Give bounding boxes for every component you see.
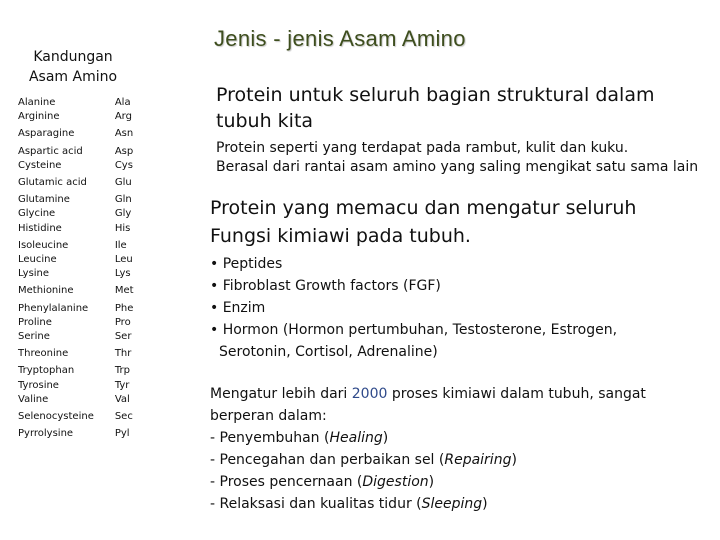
amino-names-cell xyxy=(18,284,115,301)
amino-group-row xyxy=(18,193,178,239)
bullet-continuation: Serotonin, Cortisol, Adrenaline) xyxy=(219,344,438,360)
section2-heading-line: Fungsi kimiawi pada tubuh. xyxy=(210,225,471,247)
role-item xyxy=(210,449,646,471)
section2-heading-line: Protein yang memacu dan mengatur seluruh xyxy=(210,197,637,219)
section1-heading-line: Protein untuk seluruh bagian struktural dalam xyxy=(216,84,655,106)
bullet-item: • Enzim xyxy=(210,300,266,316)
amino-group-row xyxy=(18,176,178,193)
role-item xyxy=(210,427,646,449)
amino-abbrs-cell xyxy=(115,302,178,348)
section1-description-line: Protein seperti yang terdapat pada rambut, kulit dan kuku. xyxy=(216,140,629,156)
amino-acid-name: Leucine xyxy=(18,254,57,266)
role-item xyxy=(210,493,646,515)
amino-acid-name: Phenylalanine xyxy=(18,302,89,314)
section1-heading-line: tubuh kita xyxy=(216,110,314,132)
amino-group-row xyxy=(18,239,178,285)
amino-acid-abbreviation: Asp xyxy=(114,145,134,157)
amino-acid-abbreviation: Arg xyxy=(114,111,132,123)
amino-acid-name: Lysine xyxy=(18,268,50,280)
amino-acid-abbreviation: Lys xyxy=(114,268,131,280)
amino-acid-table xyxy=(18,96,178,444)
amino-acid-name: Pyrrolysine xyxy=(18,428,74,440)
amino-abbrs-cell xyxy=(115,364,178,410)
amino-acid-name: Asparagine xyxy=(18,128,75,140)
left-title-line: Asam Amino xyxy=(28,69,118,85)
amino-acid-abbreviation: Ala xyxy=(114,97,131,108)
amino-abbrs-cell xyxy=(115,284,178,301)
amino-acid-name: Selenocysteine xyxy=(18,411,94,423)
amino-group-row xyxy=(18,347,178,364)
left-title-line: Kandungan xyxy=(33,49,113,65)
amino-names-cell xyxy=(18,127,115,144)
amino-acid-abbreviation: Phe xyxy=(114,302,134,314)
amino-group-row xyxy=(18,96,178,127)
role-term: Repairing xyxy=(444,452,512,468)
left-title xyxy=(14,47,132,87)
amino-acid-abbreviation: Pyl xyxy=(114,428,130,440)
amino-names-cell xyxy=(18,145,115,176)
section2-bullet-list xyxy=(210,253,617,363)
role-text: - Penyembuhan ( xyxy=(210,430,330,446)
amino-group-row xyxy=(18,364,178,410)
role-item xyxy=(210,471,646,493)
amino-acid-name: Serine xyxy=(18,331,50,343)
amino-group-row xyxy=(18,284,178,301)
section1-description xyxy=(216,139,698,177)
amino-acid-abbreviation: Thr xyxy=(114,348,132,360)
intro-number: 2000 xyxy=(351,386,388,402)
amino-names-cell xyxy=(18,302,115,348)
amino-names-cell xyxy=(18,364,115,410)
amino-acid-name: Histidine xyxy=(18,222,62,234)
amino-acid-name: Proline xyxy=(18,316,52,328)
amino-abbrs-cell xyxy=(115,239,178,285)
amino-acid-name: Valine xyxy=(18,393,49,405)
amino-acid-abbreviation: Ile xyxy=(114,239,127,251)
intro-prefix: Mengatur lebih dari xyxy=(210,386,352,402)
role-text: - Proses pencernaan ( xyxy=(210,474,363,490)
role-term: Digestion xyxy=(362,474,429,490)
amino-names-cell xyxy=(18,239,115,285)
amino-acid-name: Glutamine xyxy=(18,194,70,206)
section3-intro-line2: berperan dalam: xyxy=(210,408,327,424)
role-text: - Relaksasi dan kualitas tidur ( xyxy=(210,496,422,512)
amino-abbrs-cell xyxy=(115,427,178,444)
amino-acid-name: Aspartic acid xyxy=(18,145,83,157)
role-text: - Pencegahan dan perbaikan sel ( xyxy=(210,452,445,468)
amino-acid-name: Tryptophan xyxy=(18,365,75,377)
amino-acid-abbreviation: Val xyxy=(114,393,130,405)
amino-abbrs-cell xyxy=(115,193,178,239)
amino-acid-abbreviation: Cys xyxy=(114,159,133,171)
role-close: ) xyxy=(482,496,488,512)
amino-names-cell xyxy=(18,410,115,427)
section2-heading xyxy=(210,194,636,250)
amino-acid-abbreviation: Asn xyxy=(114,128,134,140)
section3-intro-line xyxy=(210,383,646,405)
amino-abbrs-cell xyxy=(115,176,178,193)
amino-group-row xyxy=(18,145,178,176)
amino-acid-abbreviation: His xyxy=(114,222,131,234)
amino-acid-abbreviation: Gly xyxy=(114,208,132,220)
amino-acid-abbreviation: Glu xyxy=(114,177,132,189)
section1-heading xyxy=(216,82,654,134)
main-title: Jenis - jenis Asam Amino xyxy=(214,26,466,51)
amino-names-cell xyxy=(18,347,115,364)
amino-acid-name: Methionine xyxy=(18,285,74,297)
amino-abbrs-cell xyxy=(115,410,178,427)
section3-text xyxy=(210,383,646,515)
amino-acid-name: Threonine xyxy=(18,348,69,360)
role-close: ) xyxy=(511,452,517,468)
role-term: Sleeping xyxy=(421,496,483,512)
role-term: Healing xyxy=(329,430,383,446)
intro-suffix: proses kimiawi dalam tubuh, sangat xyxy=(387,386,646,402)
amino-names-cell xyxy=(18,176,115,193)
amino-acid-name: Glycine xyxy=(18,208,56,220)
amino-abbrs-cell xyxy=(115,145,178,176)
amino-acid-name: Tyrosine xyxy=(18,379,59,391)
amino-acid-name: Glutamic acid xyxy=(18,177,87,189)
amino-acid-name: Cysteine xyxy=(18,159,62,171)
amino-names-cell xyxy=(18,96,115,127)
amino-group-row xyxy=(18,410,178,427)
amino-names-cell xyxy=(18,193,115,239)
amino-group-row xyxy=(18,427,178,444)
amino-acid-abbreviation: Tyr xyxy=(114,379,130,391)
amino-acid-abbreviation: Leu xyxy=(114,254,133,266)
amino-acid-abbreviation: Gln xyxy=(114,194,132,206)
amino-abbrs-cell xyxy=(115,127,178,144)
bullet-item: • Peptides xyxy=(210,256,283,272)
amino-group-row xyxy=(18,302,178,348)
role-close: ) xyxy=(428,474,435,490)
amino-acid-name: Isoleucine xyxy=(18,239,69,251)
section1-description-line: Berasal dari rantai asam amino yang saling mengikat satu sama lain xyxy=(216,159,699,175)
amino-acid-abbreviation: Met xyxy=(114,285,134,297)
bullet-item: • Hormon (Hormon pertumbuhan, Testosterone, Estrogen, xyxy=(210,322,618,338)
amino-abbrs-cell xyxy=(115,96,178,127)
amino-acid-name: Alanine xyxy=(18,97,56,108)
amino-abbrs-cell xyxy=(115,347,178,364)
amino-group-row xyxy=(18,127,178,144)
amino-acid-abbreviation: Ser xyxy=(114,331,132,343)
amino-names-cell xyxy=(18,427,115,444)
amino-acid-name: Arginine xyxy=(18,111,60,123)
amino-acid-abbreviation: Sec xyxy=(114,411,133,423)
role-close: ) xyxy=(382,430,389,446)
amino-acid-abbreviation: Pro xyxy=(114,316,131,328)
amino-acid-abbreviation: Trp xyxy=(114,365,130,377)
bullet-item: • Fibroblast Growth factors (FGF) xyxy=(210,278,441,294)
